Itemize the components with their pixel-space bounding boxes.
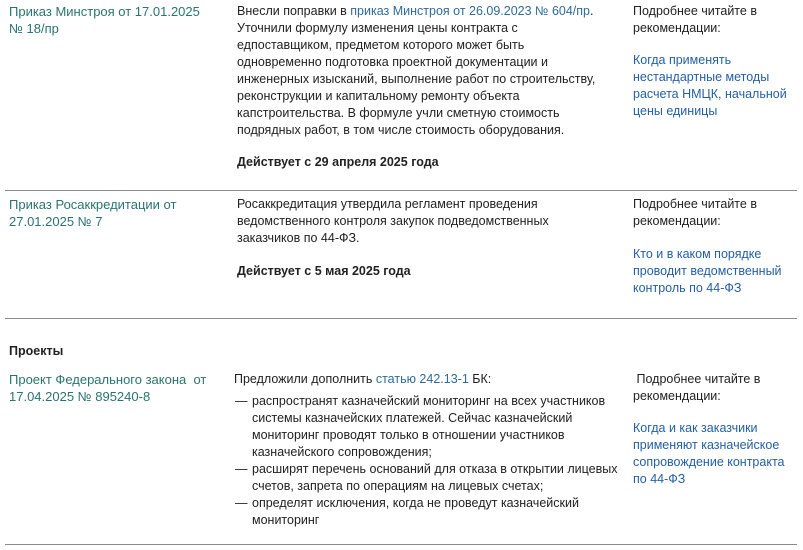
project-intro-pre: Предложили дополнить	[234, 372, 376, 386]
project-intro	[234, 371, 614, 388]
project-intro-link[interactable]: статью 242.13-1	[375, 372, 469, 386]
row-1-desc-link[interactable]: приказ Минстроя от 26.09.2023 № 604/пр	[350, 4, 590, 18]
dash-bullet: —	[235, 496, 248, 510]
row-divider-1	[5, 190, 797, 191]
row-1-doc-link[interactable]: Приказ Минстроя от 17.01.2025 № 18/пр	[9, 4, 200, 36]
project-more-label: Подробнее читайте в рекомендации:	[633, 372, 764, 403]
list-item	[235, 461, 620, 495]
dash-bullet: —	[235, 462, 248, 476]
list-item	[235, 495, 620, 529]
row-1-desc-pre: Внесли поправки в	[237, 4, 351, 18]
list-item	[235, 393, 620, 461]
project-intro-post: БК:	[468, 372, 492, 386]
project-doc-link[interactable]: Проект Федерального закона от 17.04.2025 № 895240-8	[9, 372, 211, 404]
row-1-description	[237, 3, 611, 139]
row-2-description: Росаккредитация утвердила регламент проведения ведомственного контроля закупок подведомственных заказчиков по 44-ФЗ.	[237, 197, 549, 245]
row-1-more-label: Подробнее читайте в рекомендации:	[633, 4, 757, 35]
dash-bullet: —	[235, 394, 248, 408]
row-divider-2	[5, 318, 797, 319]
row-1-effective: Действует с 29 апреля 2025 года	[237, 155, 439, 169]
list-item-text: расширят перечень оснований для отказа в открытии лицевых счетов, запрета по операциям на лицевых счетах;	[252, 462, 618, 493]
row-2-effective: Действует с 5 мая 2025 года	[237, 264, 411, 278]
section-title-projects: Проекты	[9, 344, 64, 358]
row-2-rec-link[interactable]: Кто и в каком порядке проводит ведомственный контроль по 44-ФЗ	[633, 247, 782, 295]
row-2-more-label: Подробнее читайте в рекомендации:	[633, 197, 757, 228]
list-item-text: определят исключения, когда не проведут казначейский мониторинг	[252, 496, 579, 527]
project-bullet-list	[235, 393, 620, 529]
row-divider-3	[5, 544, 797, 545]
row-1-rec-link[interactable]: Когда применять нестандартные методы расчета НМЦК, начальной цены единицы	[633, 53, 787, 118]
list-item-text: распространят казначейский мониторинг на всех участников системы казначейских платежей. Сейчас казначейский мониторинг проводят только в отношении участников казначейского сопровождения;	[252, 394, 606, 459]
row-2-doc-link[interactable]: Приказ Росаккредитации от 27.01.2025 № 7	[9, 197, 177, 229]
row-1-desc-post: . Уточнили формулу изменения цены контракта с едпоставщиком, предметом которого может быть одновременно подготовка проектной документации и инженерных изысканий, выполнение работ по строительству, реконструкции и капитальному ремонту объекта капстроительства. В формуле учли сметную стоимость подрядных работ, в том числе стоимость оборудования.	[237, 4, 596, 137]
project-rec-link[interactable]: Когда и как заказчики применяют казначейское сопровождение контракта по 44-ФЗ	[633, 421, 785, 486]
